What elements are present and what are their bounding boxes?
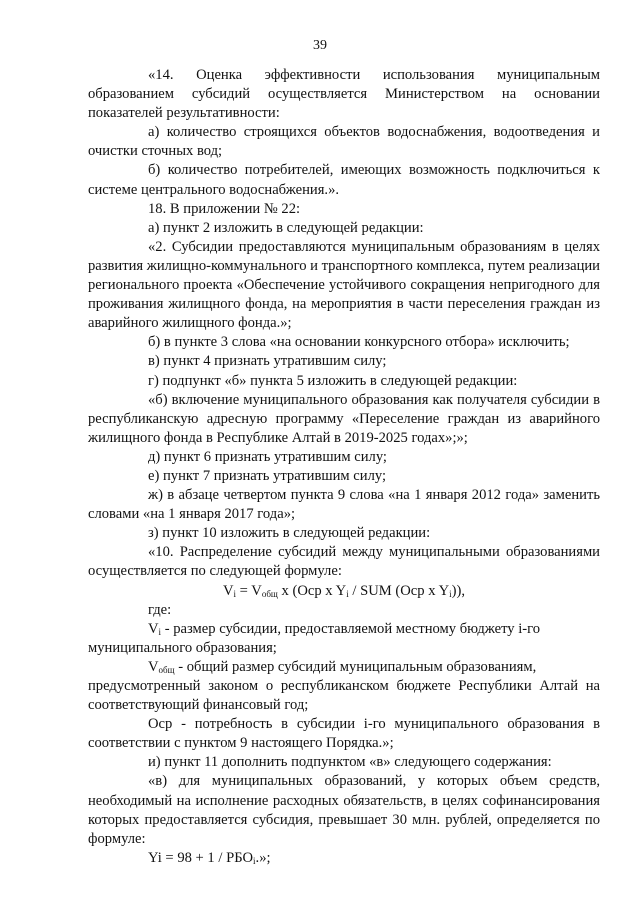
formula-subscript: i [253, 855, 256, 866]
paragraph: «2. Субсидии предоставляются муниципальным образованиям в целях развития жилищно-коммунального и транспортного комплекса, путем реализации регионального проекта «Обеспечение устойчивого сокращения непригодного для проживания жилищного фонда, на мероприятия в части переселения граждан из аварийного жилищного фонда.»; [88, 238, 600, 332]
paragraph: «в) для муниципальных образований, у которых объем средств, необходимый на исполнение расходных обязательств, в целях софинансирования которых предоставляется субсидия, превышает 30 млн. рублей, определяется по формуле: [88, 773, 600, 847]
paragraph: е) пункт 7 признать утратившим силу; [148, 467, 387, 484]
paragraph: а) пункт 2 изложить в следующей редакции: [148, 219, 424, 236]
formula-text: x (Оср x Y [277, 582, 347, 599]
definition-text: - размер субсидии, предоставляемой местному бюджету i-го [161, 620, 541, 637]
symbol-subscript: общ [158, 664, 175, 675]
formula-subscript: общ [261, 588, 278, 599]
paragraph: ж) в абзаце четвертом пункта 9 слова «на 1 января 2012 года» заменить словами «на 1 января 2017 года»; [88, 487, 600, 523]
formula-text: V [222, 582, 234, 599]
symbol: V [148, 658, 159, 675]
page-number: 39 [313, 38, 327, 53]
formula-subscript: i [233, 588, 237, 599]
paragraph: «14. Оценка эффективности использования муниципальным образованием субсидий осуществляется Министерством на основании показателей результативности: [88, 67, 600, 122]
document-body [88, 66, 600, 868]
formula-text: Yi = 98 + 1 / РБО [148, 849, 254, 866]
paragraph: «б) включение муниципального образования как получателя субсидии в республиканскую адресную программу «Переселение граждан из аварийного жилищного фонда в Республике Алтай в 2019-2025 годах»;»; [88, 391, 600, 446]
formula-distribution [88, 582, 600, 601]
paragraph: 18. В приложении № 22: [148, 200, 301, 217]
formula-yi [88, 849, 600, 868]
formula-subscript: i [346, 588, 349, 599]
paragraph: муниципального образования; [88, 639, 277, 656]
paragraph: Оср - потребность в субсидии i-го муниципального образования в соответствии с пунктом 9 настоящего Порядка.»; [88, 716, 600, 752]
formula-subscript: i [449, 588, 452, 599]
paragraph: г) подпункт «б» пункта 5 изложить в следующей редакции: [148, 372, 518, 389]
definition-vtotal [88, 658, 600, 677]
paragraph: а) количество строящихся объектов водоснабжения, водоотведения и очистки сточных вод; [88, 124, 600, 160]
symbol: V [148, 620, 159, 637]
formula-text: .»; [255, 849, 271, 866]
formula-text: )), [451, 582, 466, 599]
paragraph: где: [148, 601, 172, 618]
paragraph: д) пункт 6 признать утратившим силу; [148, 448, 387, 465]
definition-vi [88, 620, 600, 639]
paragraph: в) пункт 4 признать утратившим силу; [148, 353, 387, 370]
symbol-subscript: i [158, 626, 162, 637]
paragraph: «10. Распределение субсидий между муниципальными образованиями осуществляется по следующей формуле: [88, 544, 600, 580]
formula-text: / SUM (Оср x Y [348, 582, 450, 599]
paragraph: и) пункт 11 дополнить подпунктом «в» следующего содержания: [148, 754, 552, 771]
paragraph: з) пункт 10 изложить в следующей редакции: [148, 525, 431, 542]
paragraph: б) количество потребителей, имеющих возможность подключиться к системе центрального водоснабжения.». [88, 162, 600, 198]
paragraph: предусмотренный законом о республиканском бюджете Республики Алтай на соответствующий финансовый год; [88, 678, 600, 714]
formula-text: = V [236, 582, 262, 599]
paragraph: б) в пункте 3 слова «на основании конкурсного отбора» исключить; [148, 334, 570, 351]
definition-text: - общий размер субсидий муниципальным образованиям, [174, 658, 537, 675]
